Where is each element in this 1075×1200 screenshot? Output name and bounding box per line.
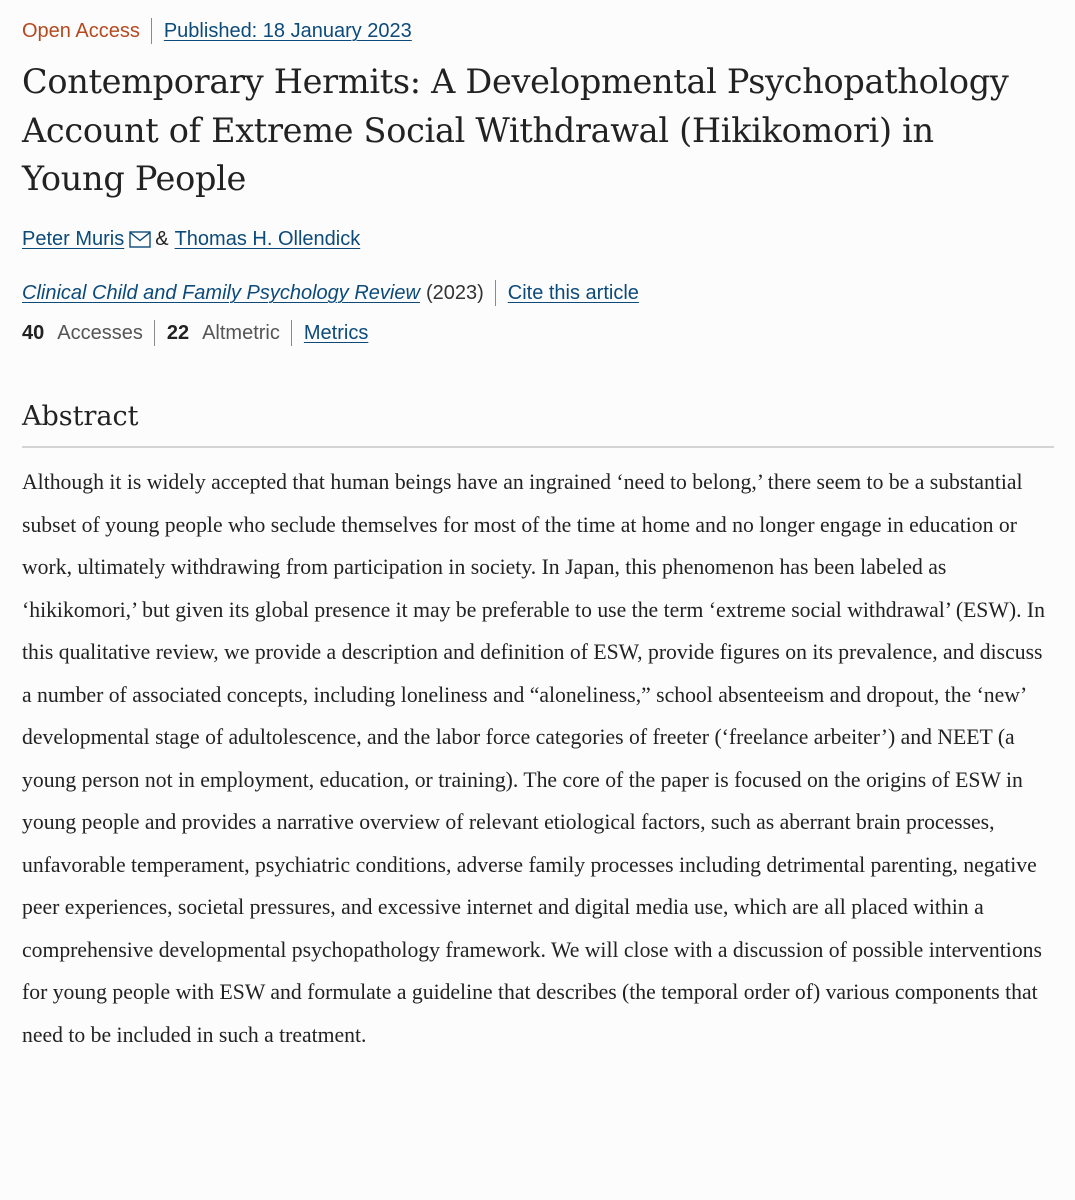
article-title: Contemporary Hermits: A Developmental Psychopathology Account of Extreme Social Withdrawal (Hikikomori) in Young People [22, 62, 1009, 198]
journal-link[interactable]: Clinical Child and Family Psychology Review [22, 282, 420, 304]
divider [495, 280, 496, 306]
divider [291, 320, 292, 346]
divider [154, 320, 155, 346]
article-meta-top [22, 17, 412, 45]
accesses-label: Accesses [57, 322, 143, 344]
altmetric-label: Altmetric [202, 322, 280, 344]
accesses-count: 40 [22, 322, 45, 344]
divider [151, 18, 152, 44]
author-list [22, 225, 360, 253]
abstract-text: Although it is widely accepted that human beings have an ingrained ‘need to belong,’ there seem to be a substantial subset of young people who seclude themselves for most of the time at home and no longer engage in education or work, ultimately withdrawing from participation in society. In Japan, this phenomenon has been labeled as ‘hikikomori,’ but given its global presence it may be preferable to use the term ‘extreme social withdrawal’ (ESW). In this qualitative review, we provide a description and definition of ESW, provide figures on its prevalence, and discuss a number of associated concepts, including loneliness and “aloneliness,” school absenteeism and dropout, the ‘new’ developmental stage of adultolescence, and the labor force categories of freeter (‘freelance arbeiter’) and NEET (a young person not in employment, education, or training). The core of the paper is focused on the origins of ESW in young people and provides a narrative overview of relevant etiological factors, such as aberrant brain processes, unfavorable temperament, psychiatric conditions, adverse family processes including detrimental parenting, negative peer experiences, societal pressures, and excessive internet and digital media use, which are all placed within a comprehensive developmental psychopathology framework. We will close with a discussion of possible interventions for young people with ESW and formulate a guideline that describes (the temporal order of) various components that need to be included in such a treatment. [22, 470, 1045, 1047]
open-access-label: Open Access [22, 20, 140, 42]
altmetric-count: 22 [166, 322, 190, 344]
article-metrics [22, 319, 368, 347]
cite-article-link[interactable]: Cite this article [507, 282, 639, 304]
envelope-icon[interactable] [129, 228, 151, 245]
abstract-heading: Abstract [22, 401, 139, 432]
journal-info [22, 279, 639, 307]
publication-year: (2023) [425, 282, 484, 304]
abstract-divider [22, 446, 1054, 448]
author-link-muris[interactable]: Peter Muris [22, 228, 125, 250]
author-link-ollendick[interactable]: Thomas H. Ollendick [174, 228, 361, 250]
published-date-link[interactable]: Published: 18 January 2023 [163, 20, 412, 42]
author-separator: & [155, 228, 169, 250]
metrics-link[interactable]: Metrics [303, 322, 369, 344]
